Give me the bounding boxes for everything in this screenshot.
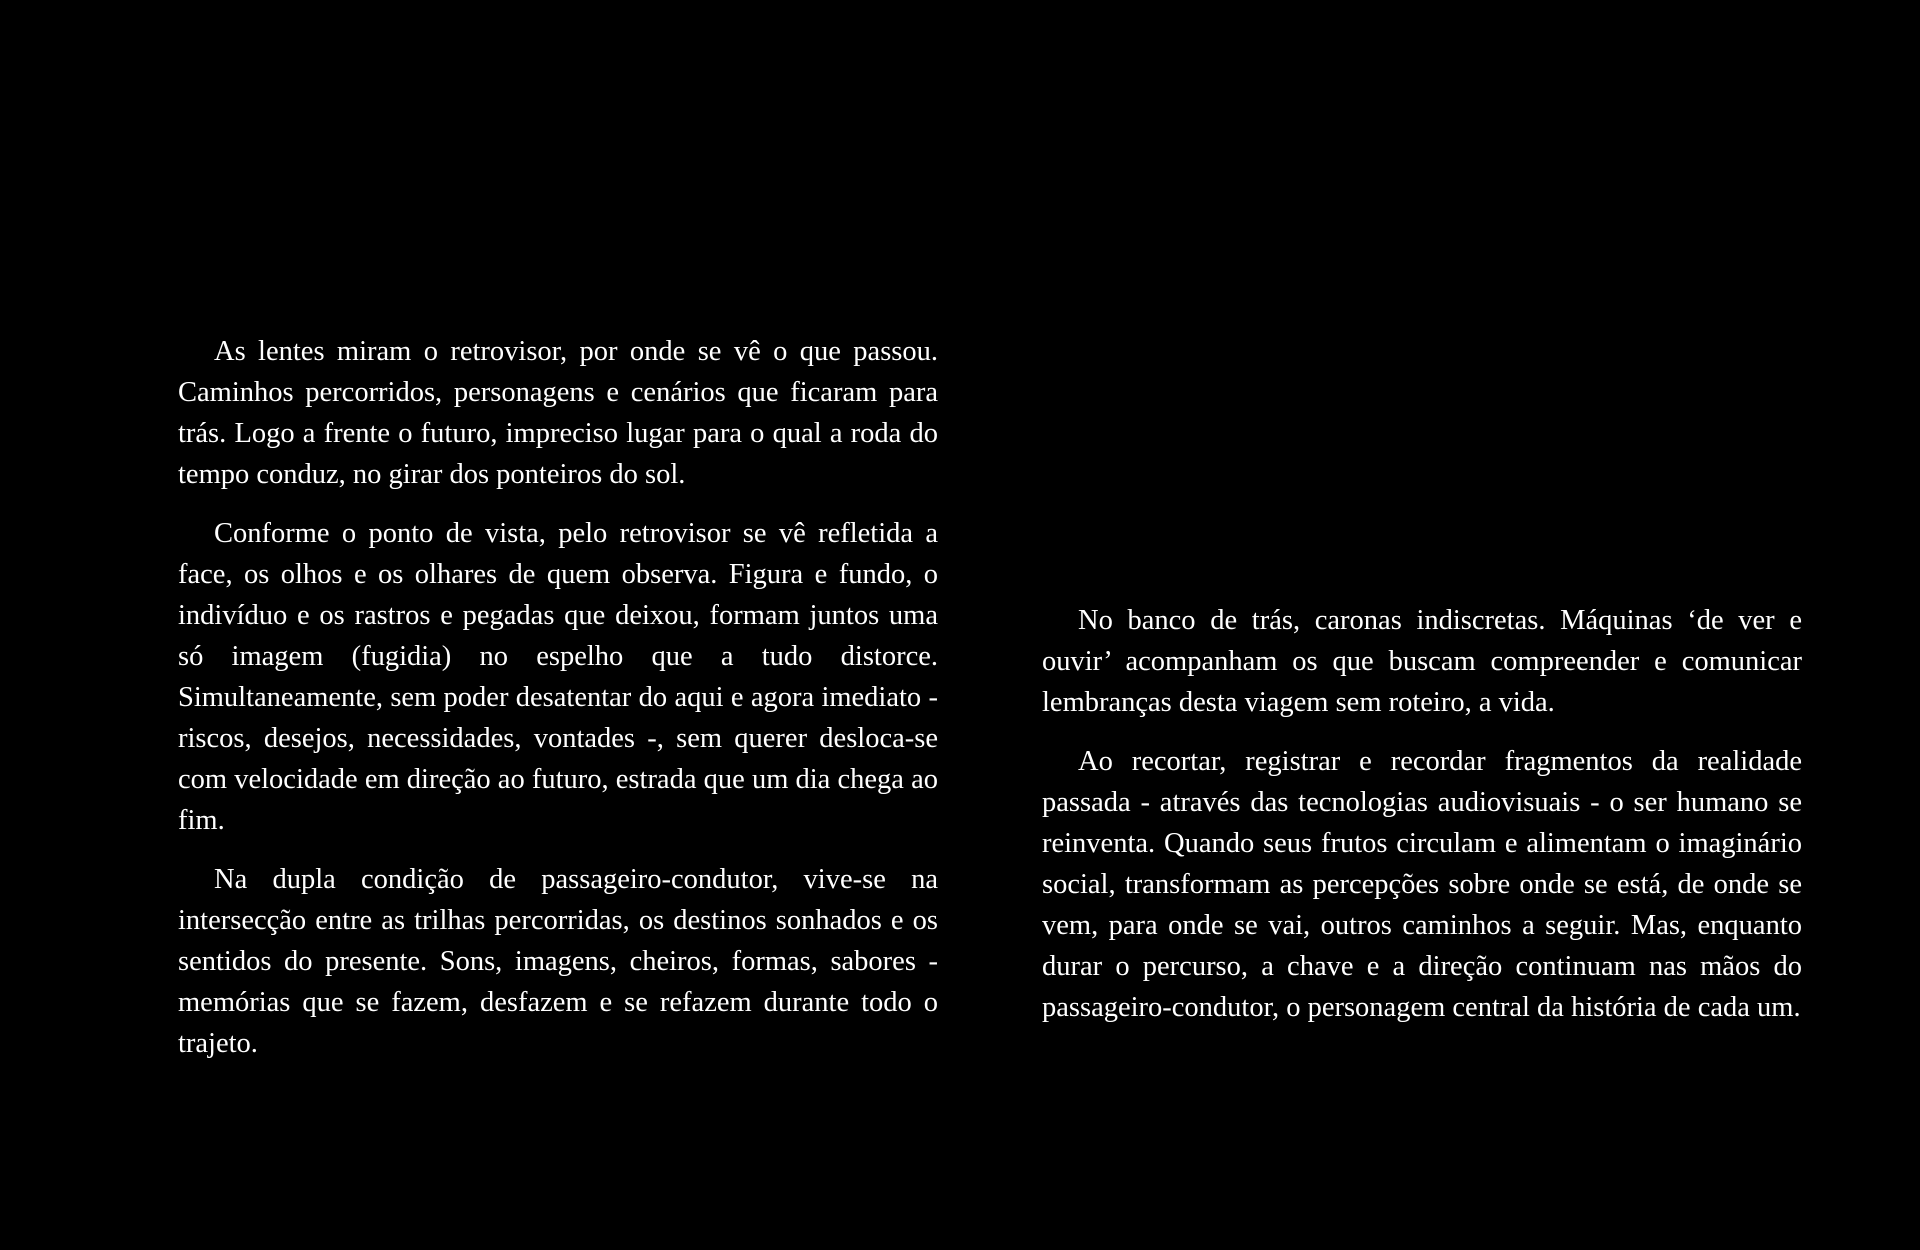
paragraph-recortar-registrar: Ao recortar, registrar e recordar fragmentos da realidade passada - através das tecnologias audiovisuais - o ser humano se reinventa. Quando seus frutos circulam e alimentam o imaginário social, transformam as percepções sobre onde se está, de onde se vem, para onde se vai, outros caminhos a seguir. Mas, enquanto durar o percurso, a chave e a direção continuam nas mãos do passageiro-condutor, o personagem central da história de cada um.: [1042, 746, 1802, 1023]
paragraph-banco-de-tras: No banco de trás, caronas indiscretas. Máquinas ‘de ver e ouvir’ acompanham os que buscam compreender e comunicar lembranças desta viagem sem roteiro, a vida.: [1042, 605, 1802, 718]
left-text-column: [178, 331, 938, 1082]
right-text-column: [1042, 600, 1802, 1046]
paragraph-ponto-de-vista: Conforme o ponto de vista, pelo retrovisor se vê refletida a face, os olhos e os olhares de quem observa. Figura e fundo, o indivíduo e os rastros e pegadas que deixou, formam juntos uma só imagem (fugidia) no espelho que a tudo distorce. Simultaneamente, sem poder desatentar do aqui e agora imediato - riscos, desejos, necessidades, vontades -, sem querer desloca-se com velocidade em direção ao futuro, estrada que um dia chega ao fim.: [178, 518, 938, 836]
paragraph-retrovisor: As lentes miram o retrovisor, por onde se vê o que passou. Caminhos percorridos, personagens e cenários que ficaram para trás. Logo a frente o futuro, impreciso lugar para o qual a roda do tempo conduz, no girar dos ponteiros do sol.: [178, 336, 938, 490]
paragraph-passageiro-condutor: Na dupla condição de passageiro-condutor, vive-se na intersecção entre as trilhas percorridas, os destinos sonhados e os sentidos do presente. Sons, imagens, cheiros, formas, sabores - memórias que se fazem, desfazem e se refazem durante todo o trajeto.: [178, 864, 938, 1059]
